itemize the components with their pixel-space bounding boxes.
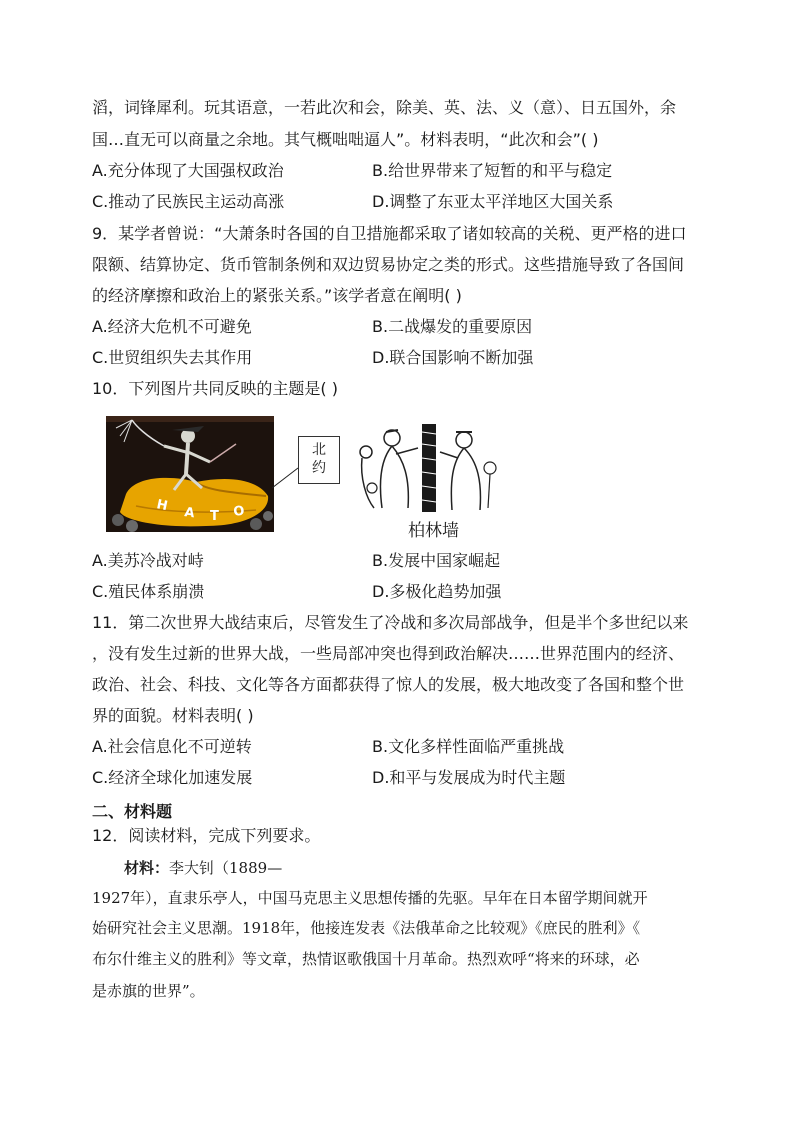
q10-stem: 10．下列图片共同反映的主题是( ) [92,379,338,398]
q12-material-line1 [124,858,282,878]
nato-label-box [298,436,340,484]
q9-option-c: C.世贸组织失去其作用 [92,348,253,367]
q11-text-line3: 政治、社会、科技、文化等各方面都获得了惊人的发展，极大地改变了各国和整个世 [92,675,685,694]
q9-option-b: B.二战爆发的重要原因 [372,317,533,336]
q11-text-line1: 11．第二次世界大战结束后，尽管发生了冷战和多次局部战争，但是半个多世纪以来 [92,613,689,632]
q9-text-line2: 限额、结算协定、货币管制条例和双边贸易协定之类的形式。这些措施导致了各国间 [92,255,685,274]
svg-text:Т: Т [210,509,219,524]
svg-text:О: О [232,503,246,520]
nato-label-line2: 约 [312,460,326,476]
q11-option-d: D.和平与发展成为时代主题 [372,768,566,787]
q8-text-line1: 滔，词锋犀利。玩其语意，一若此次和会，除美、英、法、义（意）、日五国外，余 [92,98,677,117]
q9-option-a: A.经济大危机不可避免 [92,317,252,336]
q9-text-line1: 9．某学者曾说：“大萧条时各国的自卫措施都采取了诸如较高的关税、更严格的进口 [92,224,687,243]
q12-material-line4: 布尔什维主义的胜利》等文章，热情讴歌俄国十月革命。热烈欢呼“将来的环球，必 [92,950,640,968]
section-heading: 二、材料题 [92,802,173,821]
q12-material-line2: 1927年），直隶乐亭人，中国马克思主义思想传播的先驱。早年在日本留学期间就开 [92,889,648,907]
q12-material-line3: 始研究社会主义思潮。1918年，他接连发表《法俄革命之比较观》《庶民的胜利》《 [92,919,641,937]
svg-text:А: А [183,505,196,522]
nato-cartoon-image [106,416,274,532]
q8-option-a: A.充分体现了大国强权政治 [92,161,284,180]
q8-text-line2: 国…直无可以商量之余地。其气概咄咄逼人”。材料表明，“此次和会”( ) [92,130,599,149]
q11-text-line2: ，没有发生过新的世界大战，一些局部冲突也得到政治解决……世界范围内的经济、 [92,644,685,663]
berlin-wall-cartoon-image [352,418,502,514]
q12-stem: 12．阅读材料，完成下列要求。 [92,826,321,845]
q9-option-d: D.联合国影响不断加强 [372,348,534,367]
q12-material-label: 材料： [124,859,170,877]
q11-option-c: C.经济全球化加速发展 [92,768,253,787]
q12-material-line5: 是赤旗的世界”。 [92,982,205,1000]
q10-option-d: D.多极化趋势加强 [372,582,502,601]
q8-option-c: C.推动了民族民主运动高涨 [92,192,285,211]
q11-text-line4: 界的面貌。材料表明( ) [92,706,254,725]
nato-label-line1: 北 [312,442,326,458]
q10-option-a: A.美苏冷战对峙 [92,551,204,570]
q11-option-b: B.文化多样性面临严重挑战 [372,737,565,756]
q12-material-text-line1: 李大钊（1889— [169,859,283,877]
svg-text:Н: Н [155,497,169,515]
q9-text-line3: 的经济摩擦和政治上的紧张关系。”该学者意在阐明( ) [92,286,462,305]
q8-option-d: D.调整了东亚太平洋地区大国关系 [372,192,614,211]
q10-option-b: B.发展中国家崛起 [372,551,501,570]
berlin-wall-caption: 柏林墙 [408,521,459,541]
q10-option-c: C.殖民体系崩溃 [92,582,205,601]
q11-option-a: A.社会信息化不可逆转 [92,737,252,756]
q8-option-b: B.给世界带来了短暂的和平与稳定 [372,161,613,180]
